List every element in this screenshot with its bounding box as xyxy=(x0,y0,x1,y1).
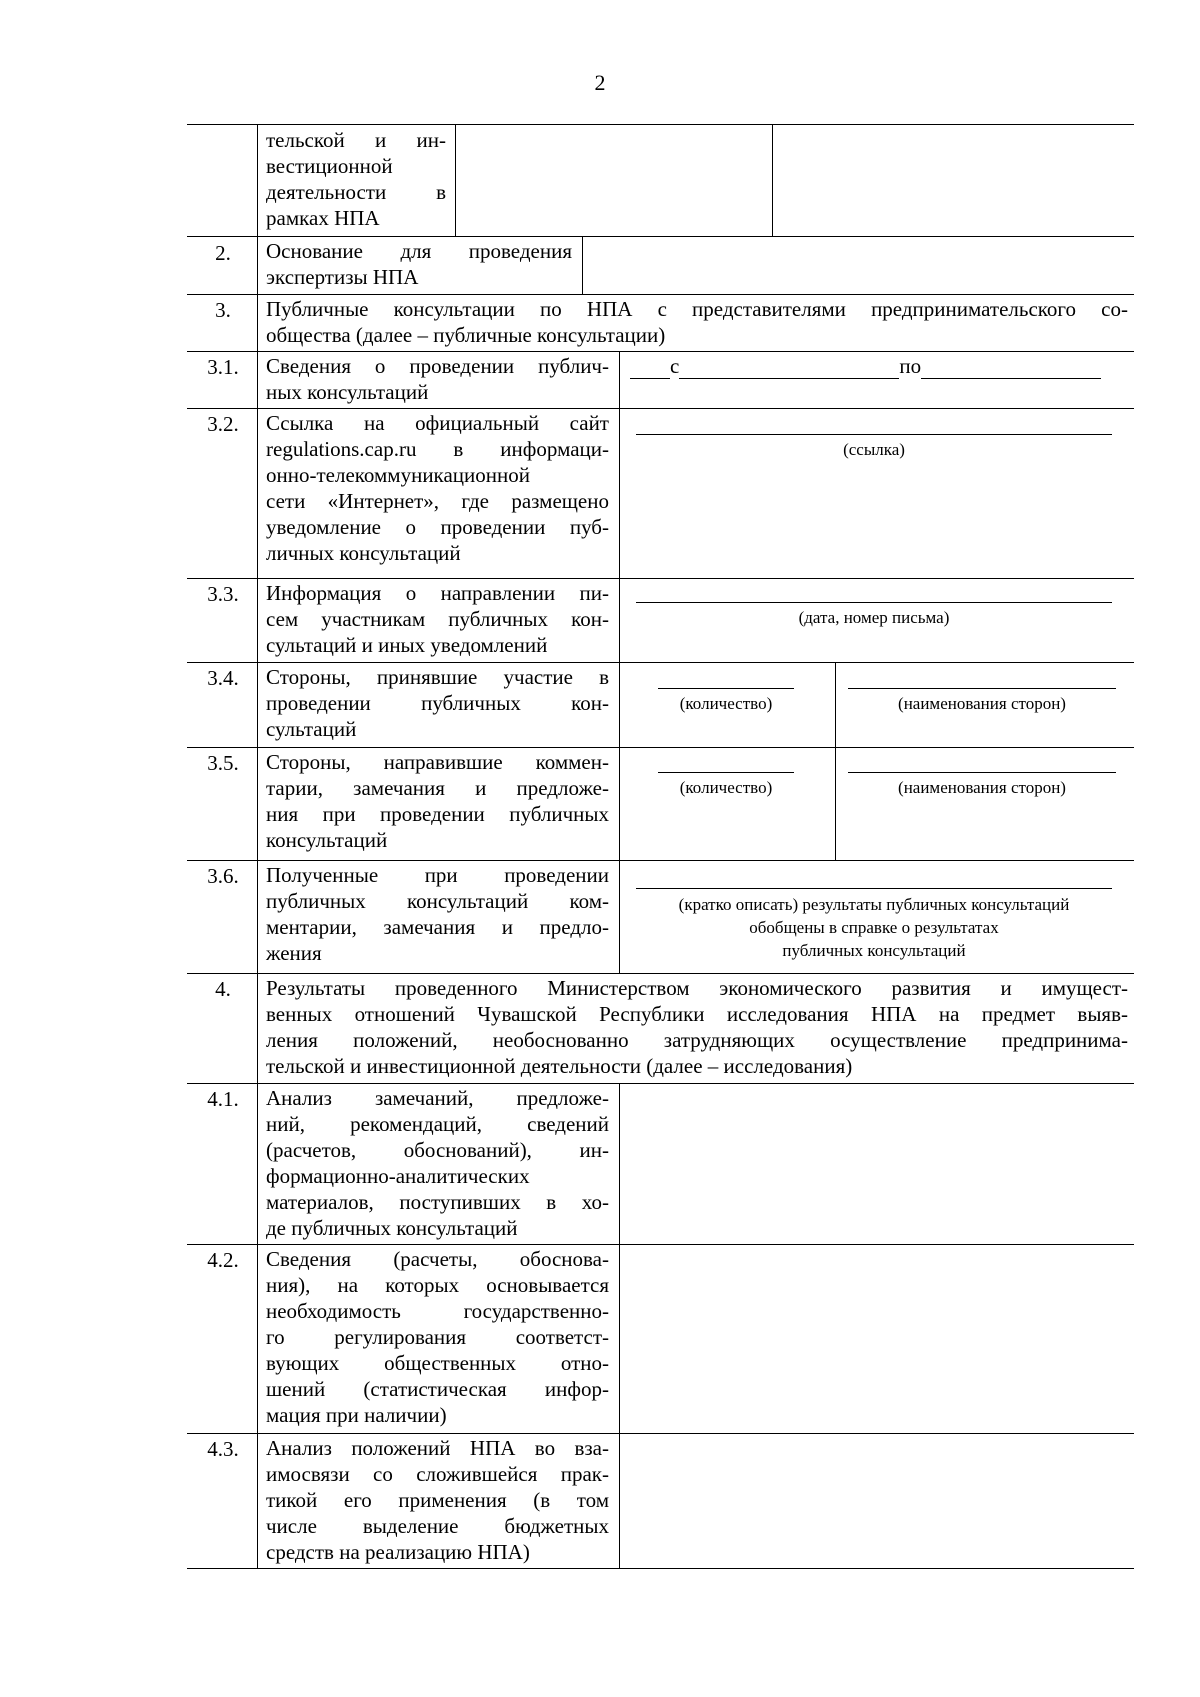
caption-names: (наименования сторон) xyxy=(898,694,1066,713)
letter-blank[interactable] xyxy=(636,602,1112,603)
row-border xyxy=(187,1433,1134,1434)
results-blank[interactable] xyxy=(636,888,1112,889)
row-border xyxy=(187,662,1134,663)
row-4-3-label: Анализ положений НПА во вза- имосвязи со сложившейся прак- тикой его применения (в том числе выделение бюджетных средств на реализацию НПА) xyxy=(266,1436,609,1564)
row-border xyxy=(187,1083,1134,1084)
row-number: 3.1. xyxy=(207,355,239,379)
row-2-label: Основание для проведения экспертизы НПА xyxy=(266,239,572,289)
row-3-label: Публичные консультации по НПА с представителями предпринимательского со- общества (далее – публичные консультации) xyxy=(266,297,1128,347)
row-border xyxy=(187,860,1134,861)
column-border xyxy=(619,351,620,973)
date-to-blank[interactable] xyxy=(921,358,1101,379)
page-number: 2 xyxy=(594,70,606,95)
caption-link: (ссылка) xyxy=(843,440,905,459)
row-number: 2. xyxy=(215,241,231,265)
column-border xyxy=(772,124,773,236)
row-border xyxy=(187,1244,1134,1245)
caption-results: (кратко описать) результаты публичных консультаций обобщены в справке о результатах публичных консультаций xyxy=(678,895,1070,960)
link-blank[interactable] xyxy=(636,434,1112,435)
row-border xyxy=(187,124,1134,125)
row-number: 3.5. xyxy=(207,751,239,775)
row-continuation-text: тельской и ин- вестиционной деятельности в рамках НПА xyxy=(266,128,446,230)
caption-count: (количество) xyxy=(679,694,773,713)
row-3-4-label: Стороны, принявшие участие в проведении публичных кон- сультаций xyxy=(266,665,609,741)
row-number: 3.6. xyxy=(207,864,239,888)
row-border xyxy=(187,973,1134,974)
row-3-6-label: Полученные при проведении публичных консультаций ком- ментарии, замечания и предло- жения xyxy=(266,863,609,965)
date-from-blank[interactable] xyxy=(679,358,899,379)
row-3-5-label: Стороны, направившие коммен- тарии, замечания и предложе- ния при проведении публичных консультаций xyxy=(266,750,609,852)
consultation-dates: с по xyxy=(630,354,1101,379)
row-border xyxy=(187,578,1134,579)
caption-count: (количество) xyxy=(679,778,773,797)
column-border xyxy=(582,236,583,294)
row-number: 4.2. xyxy=(207,1248,239,1272)
row-number: 3.2. xyxy=(207,412,239,436)
row-border xyxy=(187,351,1134,352)
names-blank[interactable] xyxy=(848,772,1116,773)
column-border xyxy=(619,1083,620,1568)
column-border xyxy=(835,662,836,860)
row-number: 4. xyxy=(215,977,231,1001)
row-3-3-label: Информация о направлении пи- сем участникам публичных кон- сультаций и иных уведомлений xyxy=(266,581,609,657)
row-number: 3.4. xyxy=(207,666,239,690)
row-3-2-label: Ссылка на официальный сайт regulations.cap.ru в информаци- онно-телекоммуникационной сети «Интернет», где размещено уведомление о проведении пуб- личных консультаций xyxy=(266,411,609,565)
names-blank[interactable] xyxy=(848,688,1116,689)
count-blank[interactable] xyxy=(658,688,794,689)
row-4-2-label: Сведения (расчеты, обоснова- ния), на которых основывается необходимость государственно- го регулирования соответст- вующих общественных отно- шений (статистическая инфор- мация при наличии) xyxy=(266,1247,609,1427)
row-number: 4.3. xyxy=(207,1437,239,1461)
count-blank[interactable] xyxy=(658,772,794,773)
date-blank[interactable] xyxy=(630,358,670,379)
row-border xyxy=(187,747,1134,748)
row-border xyxy=(187,408,1134,409)
column-border xyxy=(455,124,456,236)
row-border xyxy=(187,1568,1134,1569)
column-border xyxy=(257,124,258,1568)
caption-letter: (дата, номер письма) xyxy=(798,608,950,627)
row-3-1-label: Сведения о проведении публич- ных консультаций xyxy=(266,354,609,404)
row-number: 3. xyxy=(215,298,231,322)
row-border xyxy=(187,236,1134,237)
row-4-1-label: Анализ замечаний, предложе- ний, рекомендаций, сведений (расчетов, обоснований), ин- формационно-аналитических материалов, поступивших в хо- де публичных консультаций xyxy=(266,1086,609,1240)
row-number: 4.1. xyxy=(207,1087,239,1111)
row-border xyxy=(187,294,1134,295)
row-number: 3.3. xyxy=(207,582,239,606)
caption-names: (наименования сторон) xyxy=(898,778,1066,797)
row-4-label: Результаты проведенного Министерством экономического развития и имущест- венных отношений Чувашской Республики исследования НПА на предмет выяв- ления положений, необоснованно затрудняющих осуществление предпринима- тельской и инвестиционной деятельности (далее – исследования) xyxy=(266,976,1128,1078)
